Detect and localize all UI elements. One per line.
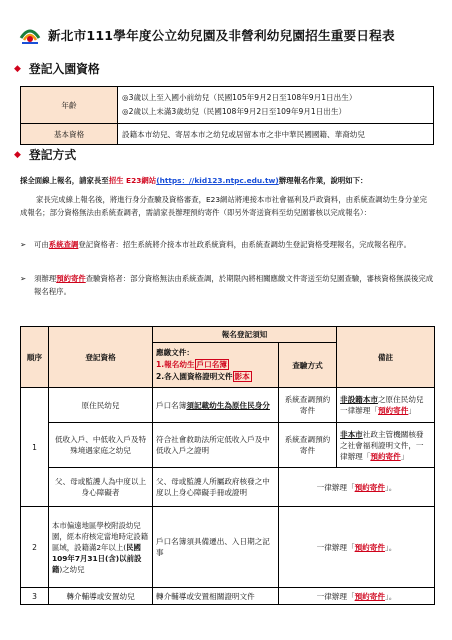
- qualification-table: [20, 326, 435, 605]
- group-number: 1: [21, 388, 49, 507]
- row-check-method: 系統查調預約寄件: [279, 388, 337, 423]
- docs-heading: 應繳文件：: [156, 348, 194, 357]
- diamond-bullet-icon: ◆: [14, 149, 21, 160]
- note-highlight: 預約寄件: [354, 542, 385, 552]
- section-label: 登記入園資格: [28, 62, 100, 76]
- row-documents: [153, 388, 279, 423]
- row-qualification: [49, 507, 153, 588]
- doc-emphasis: 須記載幼生為原住民身分: [186, 400, 270, 410]
- note-highlight: 預約寄件: [370, 451, 401, 461]
- row-note: [337, 423, 435, 468]
- row-qualification: 低收入戶、中低收入戶及特殊境遇家庭之幼兒: [49, 423, 153, 468]
- note-text-end: 」。: [384, 591, 397, 601]
- qual-text-end: )之幼兒: [59, 564, 85, 574]
- row-note: [279, 468, 435, 507]
- basic-label: 基本資格: [21, 124, 118, 145]
- basic-value: 設籍本市幼兒、寄居本市之幼兒或居留本市之非中華民國國籍、華裔幼兒: [118, 124, 434, 145]
- note-text: 社政主管機關核發之社會福利證明文件，一律辦理「: [340, 429, 424, 461]
- note-highlight: 預約寄件: [354, 591, 385, 601]
- bullet-highlight: 預約寄件: [56, 274, 86, 283]
- arrow-bullet-icon: ➢: [20, 240, 27, 249]
- note-text: 一律辦理「: [316, 591, 355, 601]
- bullet-highlight: 系統查調: [48, 240, 79, 249]
- qual-text: 本市偏遠地區學校附設幼兒園，經本府核定當地時定設籍區域，設籍滿2年以上(: [52, 520, 149, 552]
- header-qualification: 登記資格: [49, 327, 153, 388]
- bullet-text: 登記資格者：招生系統將介接本市社政系統資料，由系統查調幼生登記資格受理報名，完成報名程序。: [78, 240, 411, 249]
- age-values: [118, 87, 434, 124]
- note-emphasis: 非設籍本市: [340, 395, 378, 404]
- diamond-bullet-icon: ◆: [14, 63, 21, 74]
- row-check-method: 系統查調預約寄件: [279, 423, 337, 468]
- header-documents: [153, 343, 279, 388]
- row-documents: 戶口名簿須具備遷出、入日期之記事: [153, 507, 279, 588]
- row-documents: 轉介輔導或安置相關證明文件: [153, 588, 279, 605]
- section-eligibility-heading: [14, 60, 100, 77]
- age-item-1: ◎3歲以上至入國小前幼兒（民國105年9月2日至108年9月1日出生）: [122, 93, 357, 102]
- header-check-method: 查驗方式: [279, 343, 337, 388]
- method-bullet-2: [20, 272, 434, 298]
- note-text: 一律辦理「: [316, 482, 355, 492]
- row-note: [279, 588, 435, 605]
- row-note: [337, 388, 435, 423]
- row-note: [279, 507, 435, 588]
- qual-emphasis: 民國109年7月31日(含)以前設籍: [52, 542, 142, 574]
- e23-link[interactable]: 招生 E23網站: [108, 176, 157, 185]
- group-number: 2: [21, 507, 49, 588]
- header-notice: 報名登記須知: [153, 327, 337, 343]
- note-text-end: 」。: [384, 542, 397, 552]
- note-text-end: 」: [408, 406, 416, 415]
- method-paragraph: 家長完成線上報名後，將進行身分查驗及資格審查，E23網站將連接本市社會福利及戶政資料，由系統查調幼生身分並完成報名；部分資格無法由系統查調者，需請家長辦理預約寄件（即另外寄送資料至幼兒園審核以完成報名）：: [20, 195, 428, 217]
- doc-1-text: 1.報名幼生: [156, 360, 195, 369]
- note-highlight: 預約寄件: [354, 482, 385, 492]
- doc-2-text: 2.各入園資格證明文件: [156, 372, 233, 381]
- bullet-prefix: 須辦理: [34, 274, 57, 283]
- note-text-end: 」。: [384, 482, 397, 492]
- row-documents: 符合社會救助法所定低收入戶及中低收入戶之證明: [153, 423, 279, 468]
- row-qualification: 原住民幼兒: [49, 388, 153, 423]
- note-text: 之原住民幼兒一律辦理「: [340, 395, 424, 415]
- section-label: 登記方式: [28, 148, 77, 162]
- row-qualification: 父、母或監護人為中度以上身心障礙者: [49, 468, 153, 507]
- e23-url-link[interactable]: (https：//kid123.ntpc.edu.tw): [156, 176, 279, 185]
- section-method-heading: [14, 146, 76, 163]
- method-intro: [20, 174, 434, 187]
- page-title: 新北市111學年度公立幼兒園及非營利幼兒園招生重要日程表: [48, 27, 395, 43]
- header-note: 備註: [337, 327, 435, 388]
- group-number: 3: [21, 588, 49, 605]
- doc-1-highlight: 戶口名簿: [196, 360, 227, 369]
- method-bullet-1: [20, 238, 434, 251]
- doc-2-highlight: 影本: [234, 372, 250, 381]
- note-text: 一律辦理「: [316, 542, 355, 552]
- intro-text: 採全面線上報名，請家長至: [20, 176, 109, 185]
- page-header: [18, 22, 438, 46]
- doc-text: 戶口名簿: [156, 400, 187, 410]
- note-highlight: 預約寄件: [377, 406, 409, 415]
- row-qualification: 轉介輔導或安置幼兒: [49, 588, 153, 605]
- note-text-end: 」: [400, 451, 409, 461]
- intro-text-end: 辦理報名作業，說明如下：: [278, 176, 368, 185]
- row-documents: 父、母或監護人所屬政府核發之中度以上身心障礙手冊或證明: [153, 468, 279, 507]
- age-label: 年齡: [21, 87, 118, 124]
- arrow-bullet-icon: ➢: [20, 274, 27, 283]
- bullet-prefix: 可由: [34, 240, 49, 249]
- ntpc-logo-icon: [18, 22, 42, 46]
- header-order: 順序: [21, 327, 49, 388]
- note-emphasis: 非本市: [340, 429, 363, 439]
- bullet-text: 查驗資格者：部分資格無法由系統查調，於期限內將相關應繳文件寄送至幼兒園查驗，審核資格無誤後完成報名程序。: [34, 274, 434, 296]
- eligibility-table: [20, 86, 434, 145]
- age-item-2: ◎2歲以上未滿3歲幼兒（民國108年9月2日至109年9月1日出生）: [122, 107, 347, 116]
